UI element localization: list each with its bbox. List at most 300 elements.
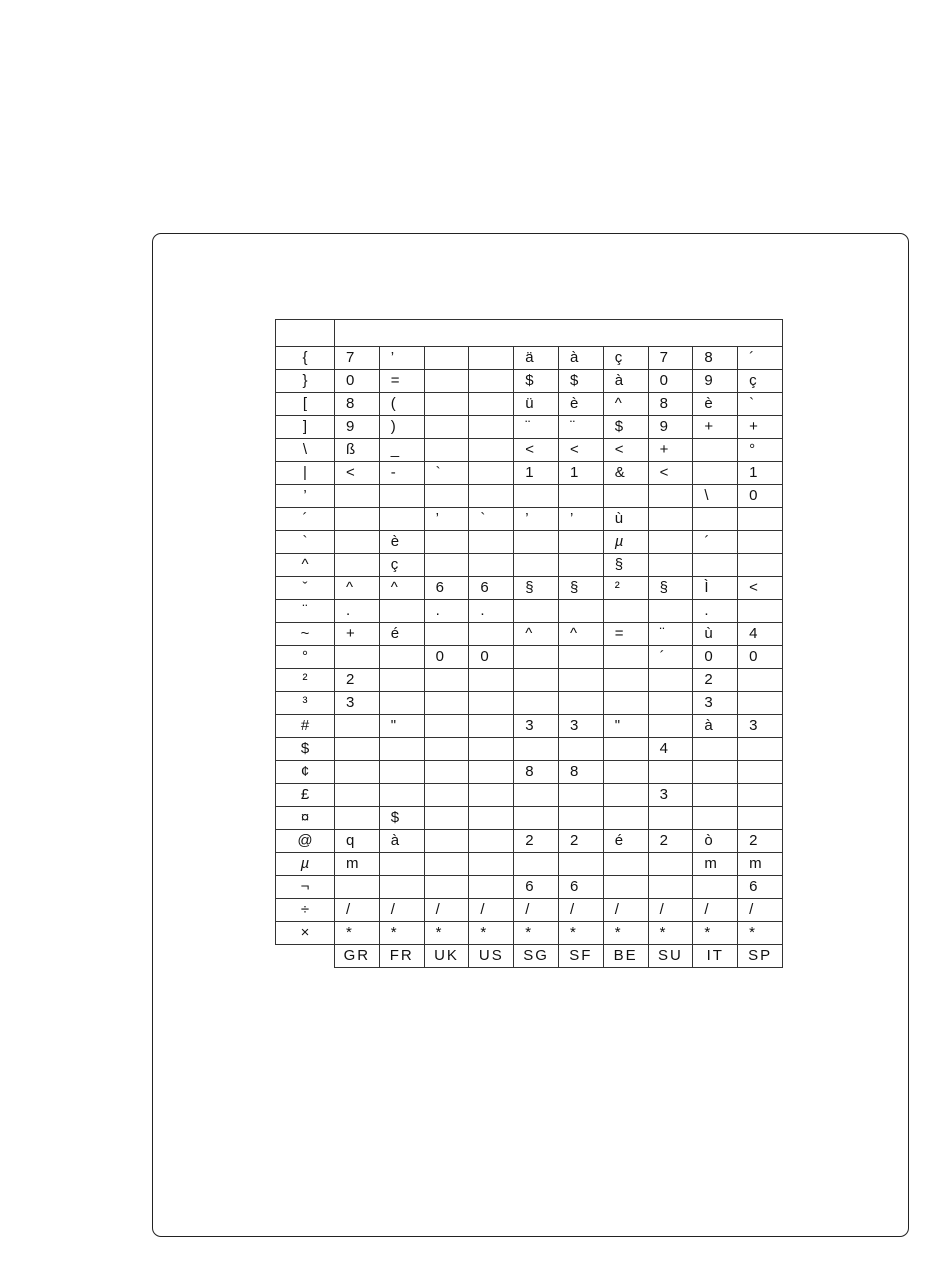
character-cell-be: ^: [603, 393, 648, 416]
key-symbol-cell: ˇ: [276, 577, 335, 600]
character-cell-su: [648, 692, 693, 715]
character-cell-it: 0: [693, 646, 738, 669]
character-cell-sp: [738, 554, 783, 577]
character-cell-it: [693, 508, 738, 531]
character-cell-fr: [379, 600, 424, 623]
character-cell-su: [648, 669, 693, 692]
character-cell-sg: §: [514, 577, 559, 600]
key-symbol-cell: [: [276, 393, 335, 416]
table-row: [276, 853, 783, 876]
character-cell-sf: <: [558, 439, 603, 462]
character-cell-uk: [424, 554, 469, 577]
character-cell-be: µ: [603, 531, 648, 554]
table-row: [276, 554, 783, 577]
character-cell-su: [648, 531, 693, 554]
character-cell-gr: /: [335, 899, 380, 922]
character-cell-sp: /: [738, 899, 783, 922]
key-symbol-cell: ~: [276, 623, 335, 646]
character-cell-it: 3: [693, 692, 738, 715]
header-span-cell: [335, 320, 783, 347]
character-cell-gr: +: [335, 623, 380, 646]
character-cell-uk: .: [424, 600, 469, 623]
character-cell-us: [469, 416, 514, 439]
character-cell-fr: ^: [379, 577, 424, 600]
table-row: [276, 600, 783, 623]
character-cell-be: ç: [603, 347, 648, 370]
character-cell-fr: [379, 669, 424, 692]
table-row: [276, 370, 783, 393]
character-cell-sf: [558, 738, 603, 761]
character-cell-su: [648, 554, 693, 577]
character-cell-sg: [514, 531, 559, 554]
character-cell-gr: [335, 761, 380, 784]
character-cell-sg: ü: [514, 393, 559, 416]
character-cell-us: [469, 738, 514, 761]
character-cell-be: é: [603, 830, 648, 853]
character-cell-sg: [514, 784, 559, 807]
character-cell-uk: [424, 807, 469, 830]
character-cell-uk: [424, 784, 469, 807]
character-cell-be: [603, 853, 648, 876]
character-cell-uk: [424, 531, 469, 554]
character-cell-gr: [335, 807, 380, 830]
character-cell-sf: 1: [558, 462, 603, 485]
character-cell-su: §: [648, 577, 693, 600]
character-cell-us: [469, 439, 514, 462]
language-label-uk: UK: [424, 945, 469, 968]
character-cell-sg: 1: [514, 462, 559, 485]
character-cell-it: à: [693, 715, 738, 738]
character-cell-us: [469, 531, 514, 554]
blank-corner-cell: [276, 945, 335, 968]
character-cell-sf: [558, 485, 603, 508]
character-cell-su: +: [648, 439, 693, 462]
key-symbol-cell: ¨: [276, 600, 335, 623]
character-cell-sf: [558, 600, 603, 623]
table-row: [276, 761, 783, 784]
language-label-sf: SF: [558, 945, 603, 968]
table-row: [276, 462, 783, 485]
character-cell-uk: [424, 623, 469, 646]
character-cell-it: ù: [693, 623, 738, 646]
table-row: [276, 830, 783, 853]
character-cell-us: [469, 692, 514, 715]
character-cell-gr: 7: [335, 347, 380, 370]
character-cell-gr: ^: [335, 577, 380, 600]
character-cell-sp: [738, 738, 783, 761]
language-label-sg: SG: [514, 945, 559, 968]
character-cell-be: [603, 876, 648, 899]
key-symbol-cell: {: [276, 347, 335, 370]
character-cell-be: =: [603, 623, 648, 646]
character-cell-us: [469, 393, 514, 416]
character-cell-sg: /: [514, 899, 559, 922]
key-symbol-cell: ]: [276, 416, 335, 439]
character-cell-sg: [514, 600, 559, 623]
character-cell-fr: /: [379, 899, 424, 922]
character-cell-su: [648, 807, 693, 830]
table-row: [276, 577, 783, 600]
character-cell-sg: [514, 669, 559, 692]
character-cell-it: Ì: [693, 577, 738, 600]
character-cell-uk: [424, 347, 469, 370]
character-cell-sf: [558, 692, 603, 715]
table-row: [276, 899, 783, 922]
character-cell-sf: [558, 554, 603, 577]
character-cell-it: 8: [693, 347, 738, 370]
character-cell-fr: [379, 646, 424, 669]
character-cell-fr: [379, 692, 424, 715]
character-cell-fr: _: [379, 439, 424, 462]
character-cell-gr: 8: [335, 393, 380, 416]
character-cell-sf: [558, 531, 603, 554]
key-symbol-cell: ²: [276, 669, 335, 692]
character-cell-sf: ¨: [558, 416, 603, 439]
character-cell-it: [693, 554, 738, 577]
table-row: [276, 623, 783, 646]
character-cell-uk: [424, 692, 469, 715]
character-cell-sf: §: [558, 577, 603, 600]
character-cell-sg: *: [514, 922, 559, 945]
key-symbol-cell: ^: [276, 554, 335, 577]
character-cell-it: .: [693, 600, 738, 623]
character-cell-sf: [558, 669, 603, 692]
character-cell-sf: $: [558, 370, 603, 393]
character-cell-fr: =: [379, 370, 424, 393]
header-key-cell: [276, 320, 335, 347]
character-cell-sg: [514, 646, 559, 669]
character-cell-su: 0: [648, 370, 693, 393]
character-cell-sg: ä: [514, 347, 559, 370]
character-cell-sf: [558, 807, 603, 830]
character-cell-it: [693, 784, 738, 807]
character-cell-be: <: [603, 439, 648, 462]
character-cell-uk: [424, 416, 469, 439]
character-cell-fr: -: [379, 462, 424, 485]
character-cell-sp: [738, 692, 783, 715]
character-cell-us: [469, 876, 514, 899]
character-cell-it: [693, 876, 738, 899]
character-cell-sf: è: [558, 393, 603, 416]
character-cell-uk: [424, 715, 469, 738]
character-cell-su: 2: [648, 830, 693, 853]
language-label-fr: FR: [379, 945, 424, 968]
character-cell-be: [603, 761, 648, 784]
character-cell-fr: [379, 485, 424, 508]
character-cell-sp: m: [738, 853, 783, 876]
character-cell-be: [603, 692, 648, 715]
character-cell-it: [693, 738, 738, 761]
character-cell-gr: [335, 531, 380, 554]
character-cell-uk: [424, 830, 469, 853]
character-cell-su: [648, 600, 693, 623]
key-symbol-cell: °: [276, 646, 335, 669]
character-cell-uk: [424, 370, 469, 393]
character-cell-be: *: [603, 922, 648, 945]
character-cell-be: ù: [603, 508, 648, 531]
character-cell-be: [603, 807, 648, 830]
character-cell-gr: .: [335, 600, 380, 623]
character-cell-sp: *: [738, 922, 783, 945]
character-cell-su: [648, 485, 693, 508]
character-cell-sf: ^: [558, 623, 603, 646]
character-cell-sf: [558, 853, 603, 876]
character-cell-us: [469, 669, 514, 692]
character-cell-uk: [424, 876, 469, 899]
key-symbol-cell: }: [276, 370, 335, 393]
character-cell-uk: *: [424, 922, 469, 945]
character-cell-gr: ß: [335, 439, 380, 462]
character-cell-su: [648, 761, 693, 784]
table-row: [276, 922, 783, 945]
table-row: [276, 646, 783, 669]
character-cell-us: [469, 347, 514, 370]
language-label-it: IT: [693, 945, 738, 968]
character-cell-us: /: [469, 899, 514, 922]
character-cell-sp: ´: [738, 347, 783, 370]
language-label-sp: SP: [738, 945, 783, 968]
character-cell-it: [693, 462, 738, 485]
character-cell-su: [648, 876, 693, 899]
table-row: [276, 784, 783, 807]
language-label-su: SU: [648, 945, 693, 968]
character-cell-su: /: [648, 899, 693, 922]
key-symbol-cell: ’: [276, 485, 335, 508]
character-cell-be: [603, 738, 648, 761]
character-cell-su: <: [648, 462, 693, 485]
character-cell-sp: [738, 508, 783, 531]
character-cell-sg: 6: [514, 876, 559, 899]
character-cell-su: ¨: [648, 623, 693, 646]
character-cell-sf: [558, 784, 603, 807]
character-cell-be: [603, 669, 648, 692]
character-cell-gr: m: [335, 853, 380, 876]
character-cell-sf: ’: [558, 508, 603, 531]
character-cell-fr: é: [379, 623, 424, 646]
character-cell-fr: *: [379, 922, 424, 945]
character-cell-be: [603, 646, 648, 669]
character-cell-sp: °: [738, 439, 783, 462]
key-symbol-cell: ¤: [276, 807, 335, 830]
table-row: [276, 692, 783, 715]
character-cell-it: /: [693, 899, 738, 922]
character-cell-be: ²: [603, 577, 648, 600]
character-cell-sf: à: [558, 347, 603, 370]
character-cell-us: [469, 370, 514, 393]
character-cell-gr: [335, 646, 380, 669]
character-cell-fr: [379, 784, 424, 807]
character-cell-it: ´: [693, 531, 738, 554]
character-cell-sp: 0: [738, 485, 783, 508]
character-cell-fr: [379, 738, 424, 761]
character-cell-gr: q: [335, 830, 380, 853]
character-cell-uk: [424, 439, 469, 462]
character-cell-us: `: [469, 508, 514, 531]
character-cell-su: ´: [648, 646, 693, 669]
table-row: [276, 876, 783, 899]
character-cell-it: m: [693, 853, 738, 876]
character-cell-us: 6: [469, 577, 514, 600]
key-symbol-cell: £: [276, 784, 335, 807]
character-cell-sp: 2: [738, 830, 783, 853]
key-symbol-cell: @: [276, 830, 335, 853]
table-row: [276, 738, 783, 761]
keyboard-character-table: [275, 319, 783, 968]
character-cell-gr: 0: [335, 370, 380, 393]
character-cell-gr: [335, 554, 380, 577]
character-cell-su: 7: [648, 347, 693, 370]
character-cell-sp: 4: [738, 623, 783, 646]
key-symbol-cell: ³: [276, 692, 335, 715]
character-cell-su: 8: [648, 393, 693, 416]
character-cell-sg: [514, 853, 559, 876]
character-cell-fr: [379, 761, 424, 784]
character-cell-sg: [514, 807, 559, 830]
character-cell-it: \: [693, 485, 738, 508]
character-cell-be: $: [603, 416, 648, 439]
character-cell-us: [469, 807, 514, 830]
key-symbol-cell: µ: [276, 853, 335, 876]
character-cell-sg: 2: [514, 830, 559, 853]
character-cell-sp: 0: [738, 646, 783, 669]
character-cell-uk: [424, 669, 469, 692]
character-cell-sf: 8: [558, 761, 603, 784]
character-cell-sf: 2: [558, 830, 603, 853]
character-cell-sg: ¨: [514, 416, 559, 439]
table-row: [276, 347, 783, 370]
character-cell-sf: *: [558, 922, 603, 945]
character-cell-gr: [335, 485, 380, 508]
language-label-gr: GR: [335, 945, 380, 968]
character-cell-sg: [514, 692, 559, 715]
character-cell-sp: 3: [738, 715, 783, 738]
character-cell-us: [469, 715, 514, 738]
key-symbol-cell: ×: [276, 922, 335, 945]
character-cell-uk: `: [424, 462, 469, 485]
character-cell-sp: 1: [738, 462, 783, 485]
character-cell-fr: [379, 508, 424, 531]
character-cell-it: ò: [693, 830, 738, 853]
character-cell-gr: 9: [335, 416, 380, 439]
table-header-row: [276, 320, 783, 347]
character-cell-fr: $: [379, 807, 424, 830]
character-cell-sg: ’: [514, 508, 559, 531]
character-cell-gr: 3: [335, 692, 380, 715]
character-cell-us: [469, 485, 514, 508]
character-cell-sg: ^: [514, 623, 559, 646]
character-cell-uk: /: [424, 899, 469, 922]
language-label-row: [276, 945, 783, 968]
character-cell-uk: [424, 738, 469, 761]
table-row: [276, 669, 783, 692]
character-cell-sf: /: [558, 899, 603, 922]
character-cell-sg: 8: [514, 761, 559, 784]
table-row: [276, 485, 783, 508]
character-cell-it: è: [693, 393, 738, 416]
character-cell-us: [469, 853, 514, 876]
key-symbol-cell: |: [276, 462, 335, 485]
character-cell-sg: $: [514, 370, 559, 393]
character-cell-sp: [738, 531, 783, 554]
character-cell-fr: ): [379, 416, 424, 439]
table-row: [276, 807, 783, 830]
character-cell-sp: <: [738, 577, 783, 600]
character-cell-uk: ’: [424, 508, 469, 531]
key-symbol-cell: ÷: [276, 899, 335, 922]
character-cell-fr: ç: [379, 554, 424, 577]
character-cell-sp: [738, 761, 783, 784]
character-cell-su: [648, 715, 693, 738]
character-cell-fr: à: [379, 830, 424, 853]
character-cell-be: /: [603, 899, 648, 922]
character-cell-gr: [335, 738, 380, 761]
character-cell-uk: [424, 761, 469, 784]
character-cell-us: [469, 554, 514, 577]
character-cell-uk: [424, 485, 469, 508]
character-cell-uk: 0: [424, 646, 469, 669]
character-cell-be: §: [603, 554, 648, 577]
character-cell-sp: [738, 669, 783, 692]
character-cell-fr: (: [379, 393, 424, 416]
character-cell-it: 9: [693, 370, 738, 393]
character-cell-fr: [379, 853, 424, 876]
character-cell-sg: 3: [514, 715, 559, 738]
table-row: [276, 393, 783, 416]
table-row: [276, 508, 783, 531]
table-row: [276, 715, 783, 738]
character-cell-gr: <: [335, 462, 380, 485]
character-cell-it: [693, 439, 738, 462]
character-cell-us: .: [469, 600, 514, 623]
character-cell-sg: <: [514, 439, 559, 462]
language-label-be: BE: [603, 945, 648, 968]
character-cell-sp: 6: [738, 876, 783, 899]
character-cell-su: 3: [648, 784, 693, 807]
key-symbol-cell: $: [276, 738, 335, 761]
character-cell-sf: 3: [558, 715, 603, 738]
table-row: [276, 416, 783, 439]
character-cell-it: *: [693, 922, 738, 945]
character-cell-uk: [424, 393, 469, 416]
character-cell-us: [469, 623, 514, 646]
character-cell-us: [469, 784, 514, 807]
key-symbol-cell: ¬: [276, 876, 335, 899]
table-row: [276, 439, 783, 462]
table-row: [276, 531, 783, 554]
character-cell-sp: [738, 784, 783, 807]
character-cell-sg: [514, 738, 559, 761]
character-cell-it: [693, 761, 738, 784]
character-cell-sp: [738, 600, 783, 623]
character-cell-be: ": [603, 715, 648, 738]
character-cell-fr: è: [379, 531, 424, 554]
character-cell-gr: [335, 715, 380, 738]
character-cell-sg: [514, 554, 559, 577]
character-cell-us: [469, 462, 514, 485]
character-cell-uk: [424, 853, 469, 876]
character-cell-fr: [379, 876, 424, 899]
character-cell-sp: `: [738, 393, 783, 416]
character-cell-be: [603, 784, 648, 807]
character-cell-us: [469, 830, 514, 853]
character-cell-sp: +: [738, 416, 783, 439]
character-cell-be: &: [603, 462, 648, 485]
character-cell-sf: [558, 646, 603, 669]
key-symbol-cell: ´: [276, 508, 335, 531]
character-cell-us: *: [469, 922, 514, 945]
character-cell-be: à: [603, 370, 648, 393]
character-cell-fr: ’: [379, 347, 424, 370]
